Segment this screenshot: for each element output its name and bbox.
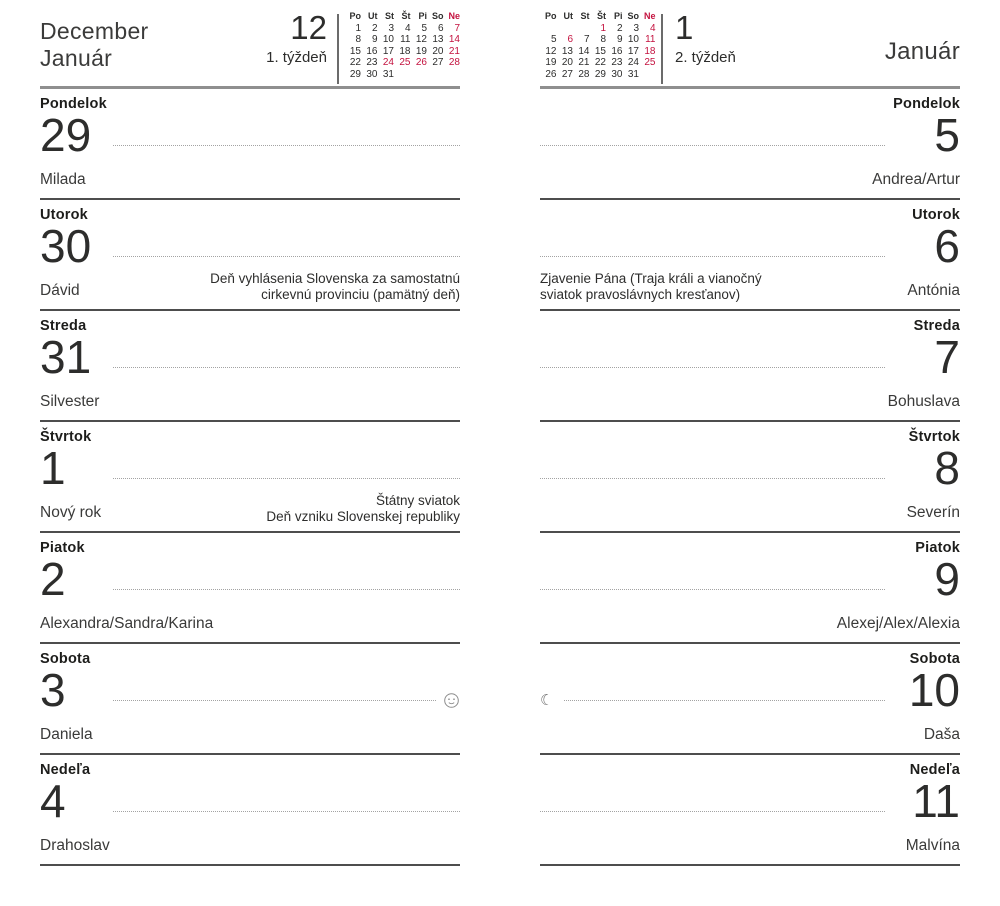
mini-cal-day-header: Po <box>349 11 361 21</box>
day-name-label: Nedeľa <box>909 762 960 778</box>
mini-cal-date: 13 <box>561 45 573 57</box>
holiday-note-line: Štátny sviatok <box>375 493 460 508</box>
name-day-label: Drahoslav <box>40 837 110 854</box>
mini-cal-date: 23 <box>611 57 623 68</box>
mini-cal-date: 28 <box>448 57 460 68</box>
day-name-label: Štvrtok <box>40 429 92 445</box>
name-day-label: Dávid <box>40 282 80 299</box>
mini-cal-date: 11 <box>645 34 656 45</box>
mini-cal-date: 19 <box>545 57 557 68</box>
name-day-label: Daša <box>923 726 960 743</box>
day-row-piatok <box>40 533 460 644</box>
mini-cal-day-header: St <box>385 11 394 21</box>
mini-cal-date: 15 <box>594 45 606 57</box>
mini-cal-date: 21 <box>578 57 590 68</box>
mini-cal-day-header: Ut <box>368 11 378 21</box>
day-number: 11 <box>912 775 960 827</box>
mini-cal-day-header: Pi <box>418 11 427 21</box>
day-row-sobota <box>540 644 960 755</box>
mini-cal-day-header: So <box>627 11 639 21</box>
mini-cal-date: 12 <box>545 45 557 57</box>
mini-cal-date: 1 <box>600 22 606 34</box>
mini-cal-empty-cell <box>444 69 461 81</box>
right-day-rows <box>540 89 960 866</box>
name-day-label: Alexandra/Sandra/Karina <box>40 615 214 632</box>
holiday-note <box>266 493 460 524</box>
mini-cal-empty-cell <box>573 23 590 35</box>
mini-cal-empty-cell <box>427 69 444 81</box>
mini-cal-date: 7 <box>583 34 590 45</box>
mini-cal-day-header: Ut <box>563 11 573 21</box>
mini-cal-date: 17 <box>627 45 639 57</box>
mini-cal-date: 17 <box>382 45 394 57</box>
day-number: 8 <box>934 442 960 494</box>
day-row-utorok <box>40 200 460 311</box>
writing-line <box>113 478 460 479</box>
mini-cal-date: 20 <box>432 45 444 57</box>
mini-cal-date: 16 <box>366 45 378 57</box>
writing-line <box>540 367 885 368</box>
mini-cal-date: 3 <box>388 22 394 34</box>
name-day-label: Bohuslava <box>887 393 960 410</box>
mini-cal-date: 13 <box>432 34 444 45</box>
day-row-pondelok <box>540 89 960 200</box>
mini-cal-day-header: Ne <box>643 11 656 21</box>
writing-line <box>113 811 460 812</box>
mini-cal-date: 24 <box>382 57 394 68</box>
writing-line <box>540 589 885 590</box>
day-name-label: Piatok <box>40 540 85 556</box>
mini-cal-empty-cell <box>557 23 574 35</box>
right-page-header <box>540 0 960 89</box>
mini-cal-date: 11 <box>400 34 411 45</box>
day-name-label: Piatok <box>915 540 960 556</box>
day-row-streda <box>40 311 460 422</box>
mini-cal-date: 30 <box>366 68 378 80</box>
mini-cal-date: 18 <box>399 45 411 57</box>
mini-cal-date: 26 <box>545 68 557 80</box>
holiday-note-line: Deň vzniku Slovenskej republiky <box>266 508 460 524</box>
mini-cal-date: 26 <box>415 57 427 68</box>
left-week-label: 1. týždeň <box>266 49 327 66</box>
day-number: 3 <box>40 664 66 716</box>
day-row-sobota <box>40 644 460 755</box>
mini-cal-date: 15 <box>349 45 361 57</box>
right-week-label: 2. týždeň <box>675 49 736 66</box>
mini-cal-date: 3 <box>633 22 639 34</box>
mini-cal-date: 12 <box>415 34 427 45</box>
day-name-label: Sobota <box>40 651 91 667</box>
day-row-pondelok <box>40 89 460 200</box>
right-page <box>540 0 960 866</box>
day-number: 5 <box>934 109 960 161</box>
writing-line <box>564 700 885 701</box>
mini-cal-date: 31 <box>627 68 639 80</box>
mini-cal-day-header: So <box>431 11 444 21</box>
mini-cal-date: 19 <box>415 45 427 57</box>
day-number: 1 <box>40 442 66 494</box>
mini-cal-date: 16 <box>611 45 623 57</box>
name-day-label: Silvester <box>40 393 100 410</box>
mini-cal-empty-cell <box>411 69 428 81</box>
day-number: 7 <box>934 331 960 383</box>
day-row-stvrtok <box>40 422 460 533</box>
left-month-title <box>40 18 149 72</box>
mini-cal-day-header: St <box>580 11 590 21</box>
mini-cal-date: 8 <box>355 34 361 45</box>
holiday-note-line: sviatok pravoslávnych kresťanov) <box>540 286 741 302</box>
left-week-block <box>266 10 327 66</box>
right-week-block <box>675 10 736 66</box>
left-month-number: 12 <box>290 9 327 46</box>
left-page-header <box>40 0 460 89</box>
mini-cal-date: 21 <box>448 45 460 57</box>
day-name-label: Streda <box>913 318 960 334</box>
mini-cal-date: 4 <box>404 22 411 34</box>
left-header-divider <box>337 14 339 84</box>
mini-cal-date: 4 <box>649 22 656 34</box>
day-number: 6 <box>934 220 960 272</box>
writing-line <box>540 478 885 479</box>
name-day-label: Daniela <box>40 726 93 743</box>
day-row-streda <box>540 311 960 422</box>
holiday-note-line: Deň vyhlásenia Slovenska za samostatnú <box>210 271 460 286</box>
mini-cal-date: 22 <box>349 57 361 68</box>
mini-cal-date: 29 <box>594 68 606 80</box>
mini-cal-date: 6 <box>437 22 444 34</box>
mini-cal-date: 5 <box>421 22 427 34</box>
writing-line <box>113 589 460 590</box>
mini-cal-date: 10 <box>627 34 639 45</box>
day-row-piatok <box>540 533 960 644</box>
day-number: 4 <box>40 775 66 827</box>
day-row-nedela <box>540 755 960 866</box>
name-day-label: Antónia <box>907 282 960 299</box>
name-day-label: Severín <box>906 504 960 521</box>
mini-cal-day-header: Št <box>597 11 606 21</box>
mini-cal-date: 2 <box>371 22 378 34</box>
mini-cal-empty-cell <box>394 69 411 81</box>
day-number: 10 <box>908 664 960 716</box>
left-day-rows <box>40 89 460 866</box>
mini-cal-date: 8 <box>600 34 606 45</box>
mini-cal-date: 2 <box>616 22 623 34</box>
holiday-note <box>210 271 460 302</box>
crescent-moon-icon: ☾ <box>540 691 554 709</box>
name-day-label: Milada <box>40 171 86 188</box>
mini-cal-date: 9 <box>371 34 378 45</box>
left-page <box>40 0 460 866</box>
day-name-label: Pondelok <box>40 96 107 112</box>
writing-line <box>113 256 460 257</box>
mini-cal-date: 7 <box>454 22 460 34</box>
day-row-nedela <box>40 755 460 866</box>
mini-cal-date: 14 <box>578 45 590 57</box>
day-number: 31 <box>40 331 92 383</box>
day-number: 30 <box>40 220 92 272</box>
day-name-label: Sobota <box>909 651 960 667</box>
holiday-note <box>540 271 762 302</box>
mini-cal-date: 30 <box>611 68 623 80</box>
writing-line <box>113 700 436 701</box>
day-number: 29 <box>40 109 92 161</box>
holiday-note-line: Zjavenie Pána (Traja králi a vianočný <box>540 271 762 286</box>
writing-line <box>540 811 885 812</box>
left-mini-calendar <box>345 11 461 80</box>
mini-cal-date: 5 <box>550 34 557 45</box>
mini-cal-date: 10 <box>382 34 394 45</box>
day-row-stvrtok <box>540 422 960 533</box>
mini-cal-day-header: Pi <box>613 11 623 21</box>
mini-cal-date: 28 <box>578 68 590 80</box>
mini-cal-date: 14 <box>448 34 460 45</box>
name-day-label: Andrea/Artur <box>872 171 960 188</box>
mini-cal-day-header: Po <box>544 11 557 21</box>
mini-cal-date: 24 <box>627 57 639 68</box>
mini-cal-empty-cell <box>540 23 557 35</box>
mini-cal-date: 23 <box>366 57 378 68</box>
mini-cal-date: 9 <box>616 34 623 45</box>
day-name-label: Nedeľa <box>40 762 91 778</box>
day-number: 9 <box>934 553 960 605</box>
mini-cal-date: 6 <box>567 34 573 45</box>
mini-cal-date: 27 <box>432 57 444 68</box>
right-month-number: 1 <box>675 9 694 46</box>
day-row-utorok <box>540 200 960 311</box>
mini-cal-day-header: Št <box>401 11 411 21</box>
writing-line <box>540 256 885 257</box>
left-month-title-line-2: Január <box>40 45 113 71</box>
mini-cal-date: 20 <box>561 57 573 68</box>
writing-line <box>113 367 460 368</box>
name-day-label: Nový rok <box>40 504 102 521</box>
mini-cal-empty-cell <box>639 69 656 81</box>
name-day-label: Alexej/Alex/Alexia <box>836 615 960 632</box>
day-name-label: Streda <box>40 318 87 334</box>
mini-cal-date: 27 <box>561 68 573 80</box>
day-name-label: Pondelok <box>893 96 960 112</box>
mini-cal-date: 25 <box>399 57 411 68</box>
left-month-title-line-1: December <box>40 18 149 44</box>
mini-cal-date: 29 <box>349 68 361 80</box>
right-header-divider <box>661 14 663 84</box>
name-day-label: Malvína <box>905 837 960 854</box>
mini-cal-date: 31 <box>382 68 394 80</box>
day-name-label: Štvrtok <box>908 429 960 445</box>
holiday-note-line: cirkevnú provinciu (pamätný deň) <box>261 286 460 302</box>
mini-cal-date: 18 <box>644 45 656 57</box>
writing-line <box>113 145 460 146</box>
right-mini-calendar <box>540 11 656 80</box>
mini-cal-date: 22 <box>594 57 606 68</box>
day-name-label: Utorok <box>912 207 960 223</box>
full-moon-icon <box>443 692 460 709</box>
right-month-title: Január <box>884 38 960 65</box>
day-number: 2 <box>40 553 66 605</box>
mini-cal-date: 1 <box>355 22 361 34</box>
day-name-label: Utorok <box>40 207 88 223</box>
mini-cal-date: 25 <box>644 57 656 68</box>
writing-line <box>540 145 885 146</box>
mini-cal-day-header: Ne <box>448 11 460 21</box>
